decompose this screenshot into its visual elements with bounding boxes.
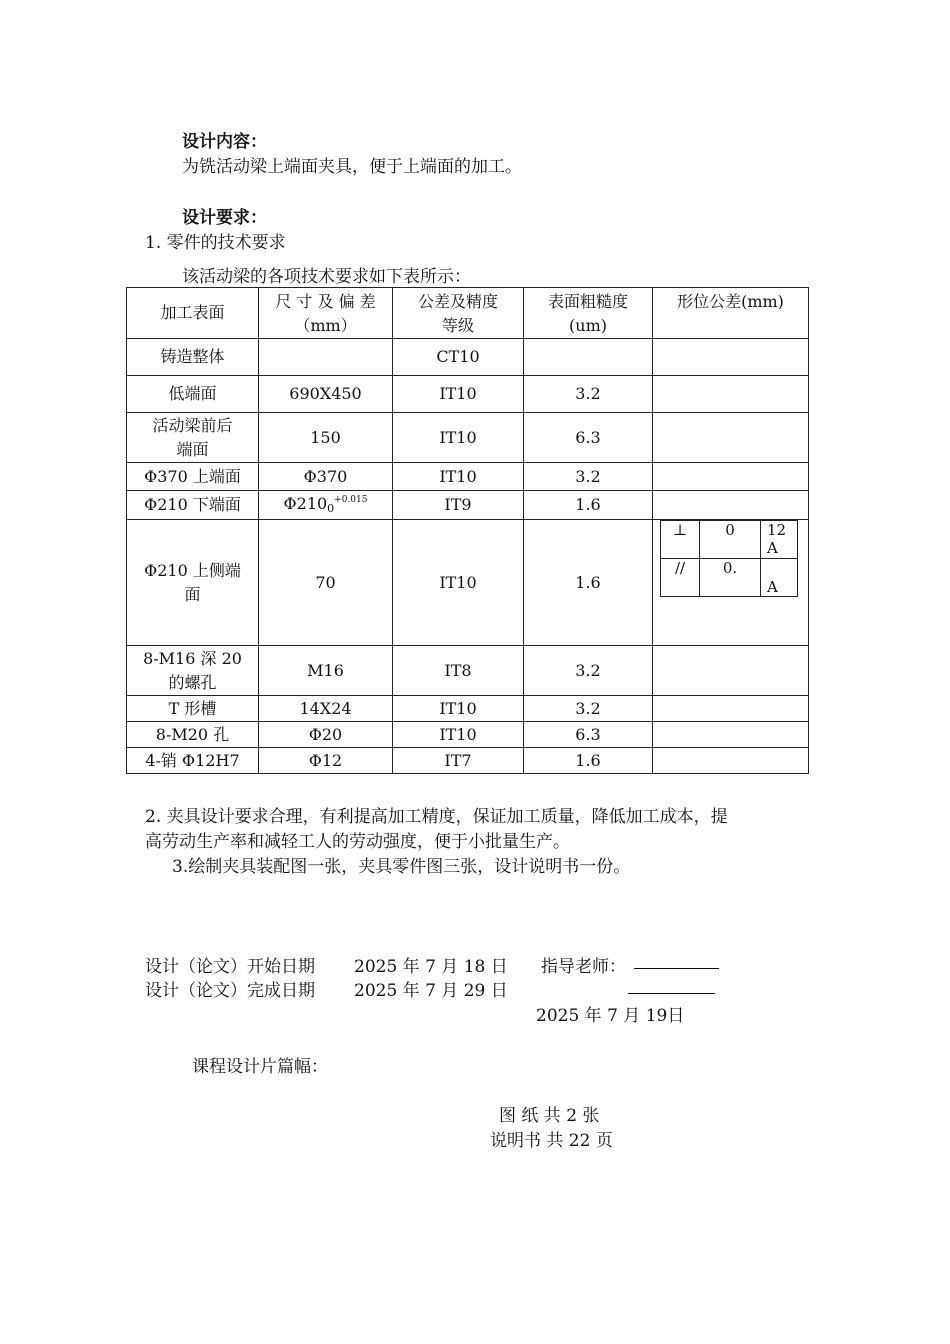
table-row — [127, 748, 809, 774]
cell-roughness: 6.3 — [524, 722, 653, 748]
cell-roughness: 1.6 — [524, 520, 653, 646]
cell-roughness — [524, 339, 653, 376]
feature-control-frame — [660, 520, 798, 597]
content-text: 为铣活动梁上端面夹具，便于上端面的加工。 — [182, 157, 522, 177]
perpendicularity-datum-line2: A — [767, 539, 778, 557]
cell-form — [653, 722, 809, 748]
perpendicularity-datum-line1: 12 — [767, 521, 787, 539]
cell-grade: IT10 — [393, 463, 524, 491]
table-row — [127, 491, 809, 520]
cell-grade: CT10 — [393, 339, 524, 376]
cell-form — [653, 696, 809, 722]
length-label: 课程设计片篇幅： — [192, 1057, 328, 1077]
parallelism-value: 0. — [700, 559, 761, 597]
advisor-signature-line — [634, 968, 719, 969]
cell-grade: IT10 — [393, 520, 524, 646]
header-roughness-line1: 表面粗糙度 — [547, 292, 628, 311]
parallelism-symbol: // — [661, 559, 700, 597]
tech-requirements-table — [126, 287, 809, 774]
perpendicularity-datum — [761, 521, 798, 559]
table-row — [127, 339, 809, 376]
start-date-label: 设计（论文）开始日期 — [145, 957, 315, 977]
table-row — [127, 696, 809, 722]
cell-size: 14X24 — [259, 696, 393, 722]
cell-surface — [127, 520, 259, 646]
perpendicularity-row — [661, 521, 798, 559]
cell-surface-line2: 的螺孔 — [168, 672, 217, 692]
cell-roughness: 3.2 — [524, 463, 653, 491]
cell-form — [653, 463, 809, 491]
cell-form — [653, 413, 809, 463]
drawings-count: 图 纸 共 2 张 — [499, 1106, 600, 1126]
requirement-item-3: 3.绘制夹具装配图一张，夹具零件图三张，设计说明书一份。 — [172, 857, 631, 877]
cell-grade: IT7 — [393, 748, 524, 774]
size-upper-deviation: +0.015 — [334, 494, 368, 505]
cell-surface: 4-销 Φ12H7 — [127, 748, 259, 774]
cell-form — [653, 520, 809, 646]
perpendicularity-symbol: ⊥ — [661, 521, 700, 559]
cell-size: Φ370 — [259, 463, 393, 491]
end-date-value: 2025 年 7 月 29 日 — [354, 981, 508, 1001]
table-row — [127, 722, 809, 748]
size-lower-deviation: 0 — [327, 501, 335, 515]
cell-surface-line1: 活动梁前后 — [152, 415, 233, 435]
start-date-value: 2025 年 7 月 18 日 — [354, 957, 508, 977]
cell-grade: IT8 — [393, 646, 524, 696]
cell-surface: Φ370 上端面 — [127, 463, 259, 491]
table-row — [127, 520, 809, 646]
parallelism-datum: A — [761, 559, 798, 597]
table-header-row — [127, 288, 809, 339]
header-size-line2: （mm） — [294, 316, 357, 335]
manual-pages: 说明书 共 22 页 — [490, 1131, 613, 1151]
cell-size: M16 — [259, 646, 393, 696]
cell-surface — [127, 646, 259, 696]
header-roughness — [524, 288, 653, 339]
cell-roughness: 3.2 — [524, 376, 653, 413]
table-row — [127, 646, 809, 696]
content-heading: 设计内容： — [182, 132, 267, 152]
header-form-tolerance: 形位公差(mm) — [653, 288, 809, 339]
cell-surface: 低端面 — [127, 376, 259, 413]
header-size — [259, 288, 393, 339]
cell-surface: T 形槽 — [127, 696, 259, 722]
cell-surface — [127, 413, 259, 463]
header-grade — [393, 288, 524, 339]
table-intro: 该活动梁的各项技术要求如下表所示： — [182, 267, 471, 287]
cell-size: 690X450 — [259, 376, 393, 413]
cell-roughness: 6.3 — [524, 413, 653, 463]
cell-roughness: 3.2 — [524, 696, 653, 722]
cell-grade: IT10 — [393, 696, 524, 722]
cell-form — [653, 491, 809, 520]
cell-roughness: 3.2 — [524, 646, 653, 696]
requirement-item-1: 1. 零件的技术要求 — [145, 233, 286, 253]
cell-surface: Φ210 下端面 — [127, 491, 259, 520]
header-grade-line2: 等级 — [441, 316, 474, 335]
header-grade-line1: 公差及精度 — [417, 292, 498, 311]
cell-roughness: 1.6 — [524, 748, 653, 774]
parallelism-row — [661, 559, 798, 597]
cell-surface-line1: 8-M16 深 20 — [143, 648, 242, 668]
header-surface: 加工表面 — [127, 288, 259, 339]
size-main: Φ210 — [283, 493, 328, 513]
cell-surface: 8-M20 孔 — [127, 722, 259, 748]
table-row — [127, 463, 809, 491]
table-row — [127, 413, 809, 463]
header-roughness-line2: (um) — [569, 316, 607, 335]
requirement-item-2-line1: 2. 夹具设计要求合理，有利提高加工精度，保证加工质量，降低加工成本，提 — [145, 807, 728, 827]
requirements-heading: 设计要求： — [182, 208, 267, 228]
header-size-line1: 尺 寸 及 偏 差 — [275, 292, 376, 311]
cell-size: 70 — [259, 520, 393, 646]
perpendicularity-value: 0 — [700, 521, 761, 559]
signature-date: 2025 年 7 月 19日 — [536, 1006, 685, 1026]
cell-grade: IT9 — [393, 491, 524, 520]
cell-form — [653, 339, 809, 376]
cell-size: Φ20 — [259, 722, 393, 748]
cell-surface-line1: Φ210 上侧端 — [144, 560, 241, 580]
cell-grade: IT10 — [393, 722, 524, 748]
cell-roughness: 1.6 — [524, 491, 653, 520]
cell-surface-line2: 面 — [184, 584, 201, 604]
cell-size — [259, 491, 393, 520]
table-row — [127, 376, 809, 413]
cell-form — [653, 646, 809, 696]
cell-surface-line2: 端面 — [176, 439, 209, 459]
cell-grade: IT10 — [393, 413, 524, 463]
cell-grade: IT10 — [393, 376, 524, 413]
end-date-label: 设计（论文）完成日期 — [145, 981, 315, 1001]
requirement-item-2-line2: 高劳动生产率和减轻工人的劳动强度，便于小批量生产。 — [145, 832, 570, 852]
cell-size: Φ12 — [259, 748, 393, 774]
cell-surface: 铸造整体 — [127, 339, 259, 376]
cell-form — [653, 376, 809, 413]
cell-size: 150 — [259, 413, 393, 463]
cell-size — [259, 339, 393, 376]
cell-form — [653, 748, 809, 774]
signature-date-line — [628, 993, 715, 994]
advisor-label: 指导老师： — [541, 957, 626, 977]
